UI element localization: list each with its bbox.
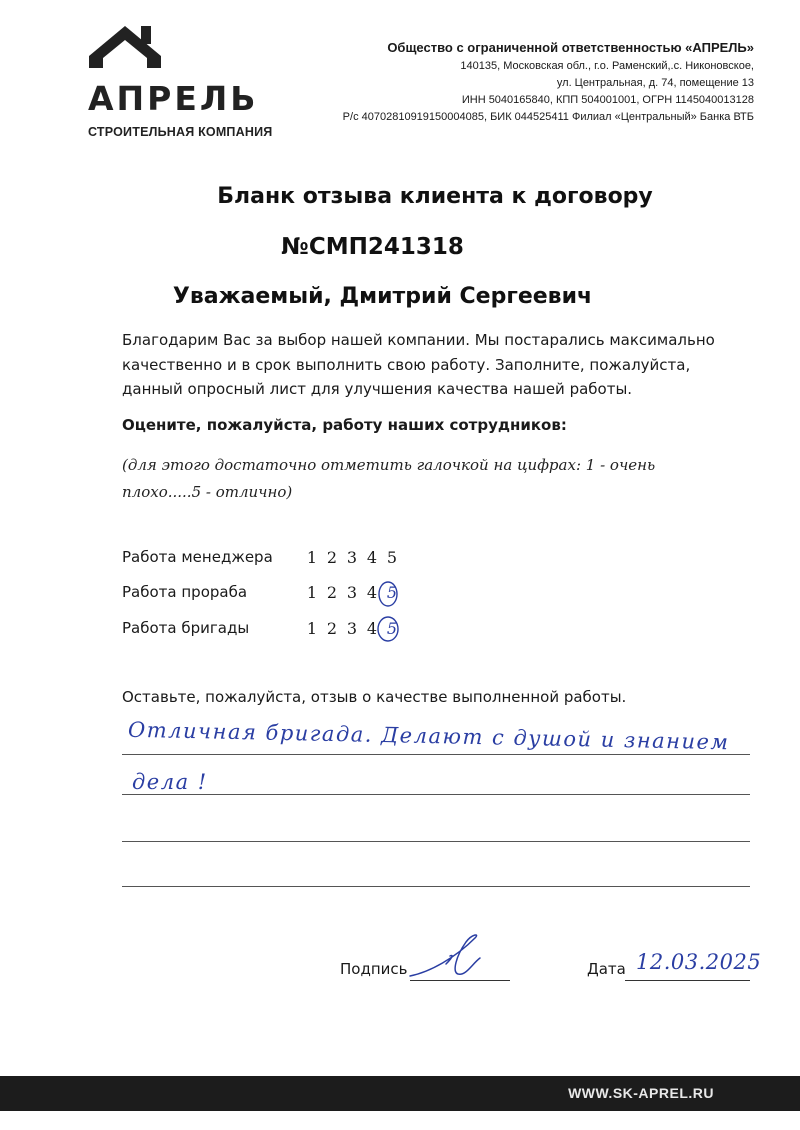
signature-label: Подпись xyxy=(340,960,408,978)
form-title: Бланк отзыва клиента к договору xyxy=(217,184,653,209)
company-address-2: ул. Центральная, д. 74, помещение 13 xyxy=(556,77,754,89)
rating-heading: Оцените, пожалуйста, работу наших сотрудников: xyxy=(122,416,567,434)
signature-scribble xyxy=(400,928,510,988)
rating-option[interactable]: 2 xyxy=(326,583,338,602)
rating-option[interactable]: 1 xyxy=(306,548,318,567)
selection-circle-icon xyxy=(376,580,400,610)
rating-option[interactable]: 3 xyxy=(346,619,358,638)
rating-option[interactable]: 2 xyxy=(326,619,338,638)
feedback-line xyxy=(122,886,750,887)
rating-option[interactable]: 5 xyxy=(386,619,398,638)
feedback-line xyxy=(122,841,750,842)
contract-number: №СМП241318 xyxy=(281,234,464,260)
greeting: Уважаемый, Дмитрий Сергеевич xyxy=(172,284,593,309)
rating-option[interactable]: 4 xyxy=(366,619,378,638)
rating-option[interactable]: 5 xyxy=(386,583,398,602)
logo-name: АПРЕЛЬ xyxy=(88,79,259,118)
rating-option[interactable]: 1 xyxy=(306,619,318,638)
rating-label: Работа менеджера xyxy=(122,548,273,566)
feedback-line xyxy=(122,794,750,795)
feedback-line xyxy=(122,754,750,755)
rating-scale[interactable] xyxy=(302,548,402,567)
company-logo xyxy=(85,22,285,139)
company-ids: ИНН 5040165840, КПП 504001001, ОГРН 1145040013128 xyxy=(461,94,754,106)
rating-option[interactable]: 1 xyxy=(306,583,318,602)
rating-label: Работа бригады xyxy=(122,619,250,637)
website-link[interactable]: WWW.SK-APREL.RU xyxy=(568,1085,714,1101)
company-details xyxy=(294,38,754,126)
feedback-handwritten-line-2[interactable]: дела ! xyxy=(132,770,208,794)
rating-option[interactable]: 4 xyxy=(366,583,378,602)
intro-text: Благодарим Вас за выбор нашей компании. Мы постарались максимально качественно и в срок выполнить свою работу. Заполните, пожалуйста, данный опросный лист для улучшения качества нашей работы. xyxy=(122,331,715,398)
date-line[interactable] xyxy=(625,980,750,981)
company-bank: Р/с 40702810919150004085, БИК 044525411 Филиал «Центральный» Банка ВТБ xyxy=(342,111,754,123)
rating-option[interactable]: 5 xyxy=(386,548,398,567)
rating-label: Работа прораба xyxy=(122,583,248,601)
rating-option[interactable]: 3 xyxy=(346,583,358,602)
rating-note: (для этого достаточно отметить галочкой на цифрах: 1 - очень плохо.....5 - отлично) xyxy=(122,456,656,501)
rating-option[interactable]: 3 xyxy=(346,548,358,567)
feedback-handwritten-line-1[interactable]: Отличная бригада. Делают с душой и знанием xyxy=(127,717,730,755)
roof-icon xyxy=(85,22,165,70)
rating-option[interactable]: 4 xyxy=(366,548,378,567)
company-address-1: 140135, Московская обл., г.о. Раменский,.с. Никоновское, xyxy=(460,60,754,72)
rating-option[interactable]: 2 xyxy=(326,548,338,567)
feedback-heading: Оставьте, пожалуйста, отзыв о качестве выполненной работы. xyxy=(122,688,627,706)
selection-circle-icon xyxy=(376,615,400,645)
company-name: Общество с ограниченной ответственностью «АПРЕЛЬ» xyxy=(387,40,754,55)
footer-bar xyxy=(0,1076,800,1111)
logo-subtitle: СТРОИТЕЛЬНАЯ КОМПАНИЯ xyxy=(88,125,273,139)
date-value[interactable]: 12.03.2025 xyxy=(636,950,762,974)
date-label: Дата xyxy=(587,960,626,978)
